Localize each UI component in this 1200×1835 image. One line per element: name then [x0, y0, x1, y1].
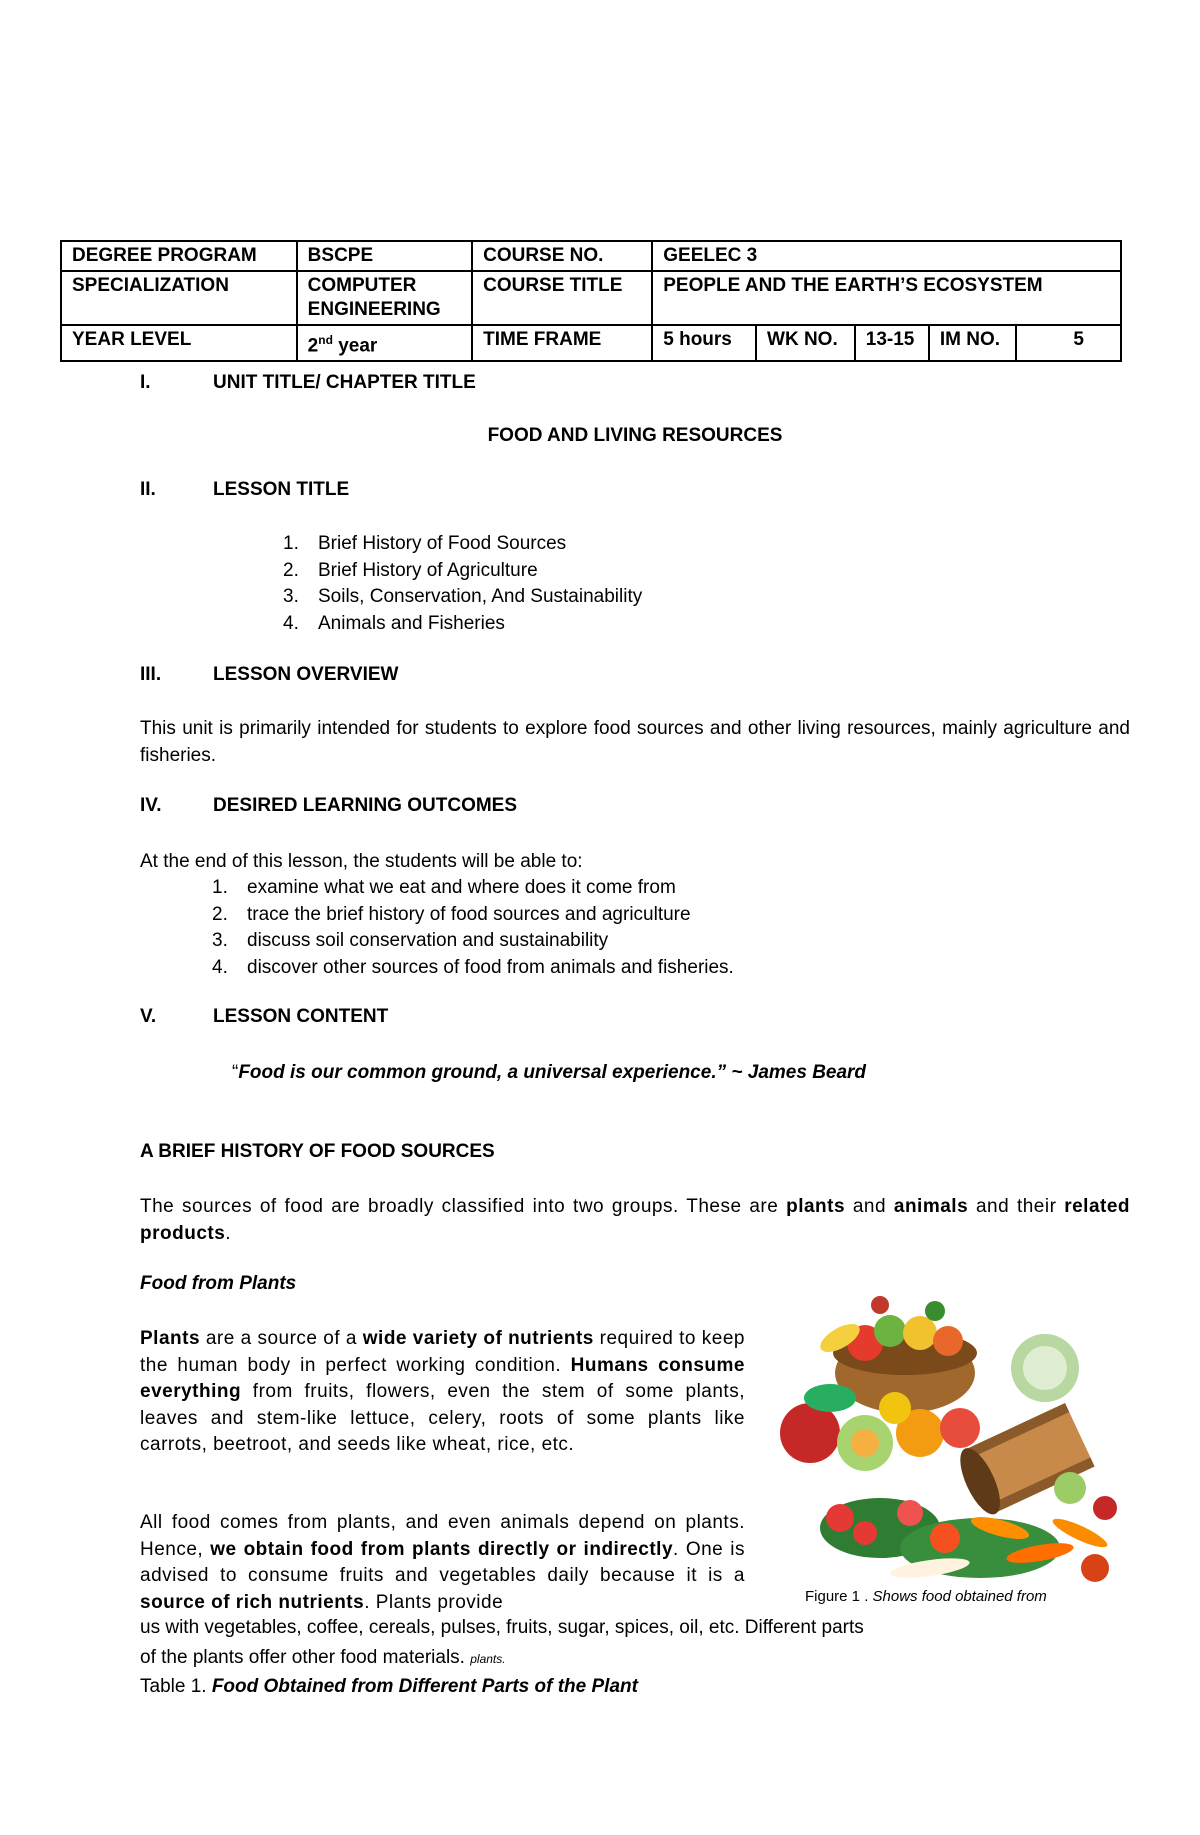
- wk-no-value: 13-15: [855, 325, 929, 361]
- food-sources-paragraph: The sources of food are broadly classified into two groups. These are plants and animals and their related products.: [140, 1196, 1131, 1244]
- list-item: 3. discuss soil conservation and sustainability: [212, 930, 609, 951]
- lesson-title-list: [283, 531, 642, 637]
- course-no-value: GEELEC 3: [652, 241, 1121, 271]
- plants-food-paragraph-cont: us with vegetables, coffee, cereals, pulses, fruits, sugar, spices, oil, etc. Different parts: [140, 1617, 864, 1638]
- im-no-label: IM NO.: [929, 325, 1017, 361]
- time-frame-value: 5 hours: [652, 325, 756, 361]
- course-title-value: PEOPLE AND THE EARTH’S ECOSYSTEM: [652, 271, 1121, 325]
- table-row: [61, 325, 1121, 361]
- vegetables-fruits-image: [770, 1283, 1130, 1593]
- content-heading: A BRIEF HISTORY OF FOOD SOURCES: [140, 1141, 495, 1162]
- table-caption: Table 1. Food Obtained from Different Parts of the Plant: [140, 1676, 638, 1697]
- outcomes-intro: At the end of this lesson, the students will be able to:: [140, 851, 583, 872]
- table-row: [61, 241, 1121, 271]
- time-frame-label: TIME FRAME: [472, 325, 652, 361]
- year-level-value: 2nd year: [297, 325, 472, 361]
- unit-title: FOOD AND LIVING RESOURCES: [487, 425, 783, 446]
- list-item: 1. examine what we eat and where does it come from: [212, 877, 676, 898]
- course-no-label: COURSE NO.: [472, 241, 652, 271]
- figure-caption-tail: plants.: [470, 1652, 506, 1666]
- list-item: 3. Soils, Conservation, And Sustainability: [283, 586, 643, 607]
- list-item: 4. Animals and Fisheries: [283, 612, 505, 634]
- outcomes-list: [212, 875, 734, 981]
- course-title-label: COURSE TITLE: [472, 271, 652, 325]
- subheading-food-from-plants: Food from Plants: [140, 1273, 297, 1294]
- table-row: [61, 271, 1121, 325]
- epigraph-quote: “Food is our common ground, a universal experience.” ~ James Beard: [232, 1062, 867, 1083]
- document-page: DEGREE PROGRAM BSCPE COURSE NO. GEELEC 3 SPECIALIZATION COMPUTER ENGINEERING COURSE TITLE PEOPLE AND THE EARTH’S ECOSYSTEM YEAR LEVEL 2nd year TIME FRAME 5 hours WK NO. 13-15 IM NO. 5 I. UNIT TITLE/ CHAPTER TITLE FOOD AND LIVING RESOURCES II. LESSON TITLE 1. Brief History of Food Sources 2. Brief History of Agriculture 3. Soils, Conservation, And Sustainability 4. Animals and Fisheries III. LESSON OVERVIEW This unit is primarily intended for students to explore food sources and other living resources, mainly agriculture and fisheries. IV. DESIRED LEARNING OUTCOMES At the end of this lesson, the students will be able to: 1. examine what we eat and where does it come from 2. trace the brief history of food sources and agriculture 3. discuss soil conservation and sustainability 4. discover other sources of food from animals and fisheries. V. LESSON CONTENT “Food is our common ground, a universal experience.” ~ James Beard A BRIEF HISTORY OF FOOD SOURCES The sources of food are broadly classified into two groups. These are plants and animals and their related products. Food from Plants Plants are a source of a wide variety of nutrients required to keep the human body in perfect working condition. Humans consume everything from fruits, flowers, even the stem of some plants, leaves and stem-like lettuce, celery, roots of some plants like carrots, beetroot, and seeds like wheat, rice, etc. All food comes from plants, and even animals depend on plants. Hence, we obtain food from plants directly or indirectly. One is advised to consume fruits and vegetables daily because it is a source of rich nutrients. Plants provide us with vegetables, coffee, cereals, pulses, fruits, sugar, spices, oil, etc. Different parts of the plants offer other food materials. plants. Table 1. Food Obtained from Different Parts of the Plant Figure 1 . Shows food obtained from: [0, 0, 1200, 1835]
- year-level-label: YEAR LEVEL: [61, 325, 297, 361]
- specialization-value: COMPUTER ENGINEERING: [297, 271, 472, 325]
- specialization-label: SPECIALIZATION: [61, 271, 297, 325]
- figure-caption: Figure 1 . Shows food obtained from: [805, 1588, 1047, 1605]
- list-item: 2. trace the brief history of food sources and agriculture: [212, 903, 691, 925]
- wk-no-label: WK NO.: [756, 325, 855, 361]
- course-info-table: [60, 240, 1122, 362]
- plants-food-paragraph: All food comes from plants, and even animals depend on plants. Hence, we obtain food from plants directly or indirectly. One is advised to consume fruits and vegetables daily because it is a source of rich nutrients. Plants provide: [140, 1512, 745, 1613]
- plants-paragraph: Plants are a source of a wide variety of nutrients required to keep the human body in perfect working condition. Humans consume everything from fruits, flowers, even the stem of some plants, leaves and stem-like lettuce, celery, roots of some plants like carrots, beetroot, and seeds like wheat, rice, etc.: [140, 1328, 745, 1455]
- im-no-value: 5: [1016, 325, 1121, 361]
- list-item: 1. Brief History of Food Sources: [283, 533, 567, 554]
- list-item: 2. Brief History of Agriculture: [283, 559, 538, 581]
- plants-food-paragraph-end: of the plants offer other food materials. plants.: [140, 1647, 506, 1668]
- list-item: 4. discover other sources of food from animals and fisheries.: [212, 956, 734, 978]
- degree-program-value: BSCPE: [297, 241, 472, 271]
- overview-paragraph: This unit is primarily intended for students to explore food sources and other living resources, mainly agriculture and fisheries.: [140, 718, 1130, 766]
- degree-program-label: DEGREE PROGRAM: [61, 241, 297, 271]
